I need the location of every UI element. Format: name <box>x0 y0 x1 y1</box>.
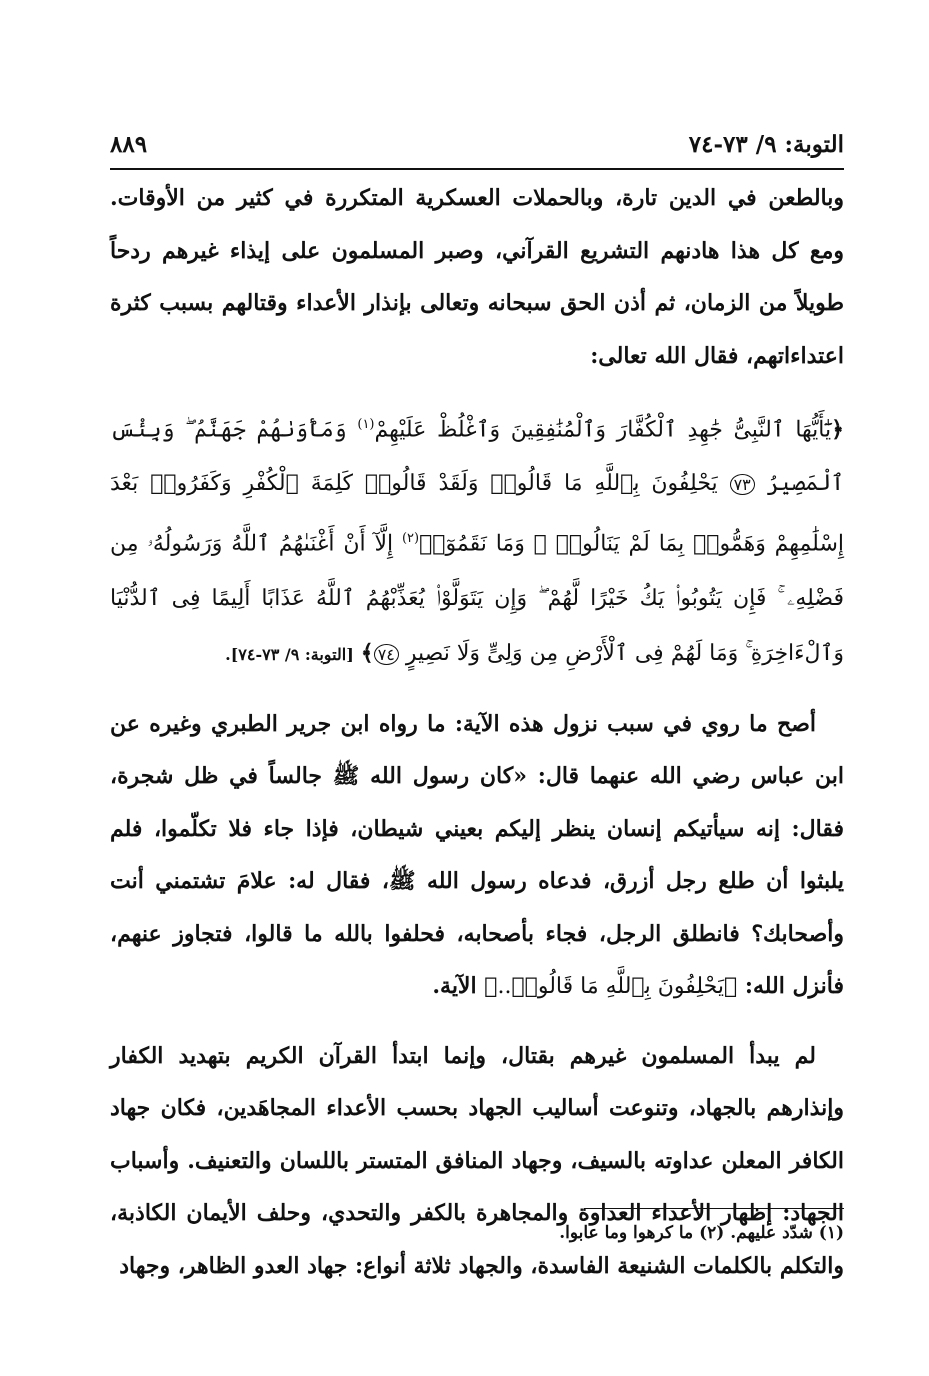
header-rule <box>110 168 844 170</box>
page-number: ٨٨٩ <box>110 130 148 158</box>
intro-paragraph: وبالطعن في الدين تارة، وبالحملات العسكرية المتكررة في كثير من الأوقات. ومع كل هذا هادنهم التشريع القرآني، وصبر المسلمون على إيذاء غيرهم ردحاً طويلاً من الزمان، ثم أذن الحق سبحانه وتعالى بإنذار الأعداء وقتالهم بسبب كثرة اعتداءاتهم، فقال الله تعالى: <box>110 185 844 369</box>
verse-text-1: يَٰٓأَيُّهَا ٱلنَّبِىُّ جَٰهِدِ ٱلْكُفَّارَ وَٱلْمُنَٰفِقِينَ وَٱغْلُظْ عَلَيْهِمْ <box>374 417 832 443</box>
verse-text-3: يَحْلِفُونَ بِٱللَّهِ مَا قَالُوا۟ وَلَقَدْ قَالُوا۟ كَلِمَةَ ٱلْكُفْرِ وَكَفَرُوا۟ بَعْدَ إِسْلَٰمِهِمْ وَهَمُّوا۟ بِمَا لَمْ يَنَالُوا۟ ۚ وَمَا نَقَمُوٓا۟ <box>110 471 844 557</box>
ayah-number-73: ٧٣ <box>730 474 755 495</box>
quran-verse <box>110 398 844 682</box>
footnote-ref-2: (٢) <box>401 531 420 547</box>
asbab-paragraph <box>110 698 844 1014</box>
verse-close-bracket: ﴾ <box>360 639 374 666</box>
footnote-rule <box>584 1208 844 1209</box>
verse-open-bracket: ﴿ <box>831 416 845 443</box>
asbab-quote: ﴿يَحْلِفُونَ بِٱللَّهِ مَا قَالُوا۟..﴾ <box>484 974 738 1000</box>
page-header <box>110 120 844 168</box>
footnotes: (١) شدّد عليهم. (٢) ما كرهوا وما عابوا. <box>559 1223 844 1243</box>
verse-text-4: إِلَّآ أَنْ أَغْنَىٰهُمُ ٱللَّهُ وَرَسُولُهُۥ مِن فَضْلِهِۦ ۚ فَإِن يَتُوبُوا۟ يَكُ خَيْرًا لَّهُمْ ۖ وَإِن يَتَوَلَّوْا۟ يُعَذِّبْهُمُ ٱللَّهُ عَذَابًا أَلِيمًا فِى ٱلدُّنْيَا وَٱلْءَاخِرَةِ ۚ وَمَا لَهُمْ فِى ٱلْأَرْضِ مِن وَلِىٍّ وَلَا نَصِيرٍ <box>110 531 844 666</box>
verse-text-2: وَمَأْوَىٰهُمْ جَهَنَّمُ ۖ وَبِئْسَ ٱلْمَصِيرُ <box>110 417 844 497</box>
running-title: التوبة: ٩/ ٧٣-٧٤ <box>688 130 844 158</box>
main-text <box>110 172 844 1308</box>
ayah-number-74: ٧٤ <box>374 644 399 665</box>
footnote-ref-1: (١) <box>357 417 375 432</box>
jihad-paragraph: لم يبدأ المسلمون غيرهم بقتال، وإنما ابتدأ القرآن الكريم بتهديد الكفار وإنذارهم بالجهاد، وتنوعت أساليب الجهاد بحسب الأعداء المجاهَدين، فكان جهاد الكافر المعلن عداوته بالسيف، وجهاد المنافق المتستر باللسان والتعنيف. وأسباب الجهاد: إظهار الأعداء العداوة والمجاهرة بالكفر والتحدي، وحلف الأيمان الكاذبة، والتكلم بالكلمات الشنيعة الفاسدة، والجهاد ثلاثة أنواع: جهاد العدو الظاهر، وجهاد <box>110 1042 844 1279</box>
asbab-tail: الآية. <box>432 973 485 1000</box>
verse-reference: [التوبة: ٩/ ٧٣-٧٤]. <box>225 644 354 664</box>
asbab-text: أصح ما روي في سبب نزول هذه الآية: ما رواه ابن جرير الطبري وغيره عن ابن عباس رضي الله عنهما قال: «كان رسول الله ﷺ جالساً في ظل شجرة، فقال: إنه سيأتيكم إنسان ينظر إليكم بعيني شيطان، فإذا جاء فلا تكلّموا، فلم يلبثوا أن طلع رجل أزرق، فدعاه رسول الله ﷺ، فقال له: علامَ تشتمني أنت وأصحابك؟ فانطلق الرجل، فجاء بأصحابه، فحلفوا بالله ما قالوا، فتجاوز عنهم، فأنزل الله: <box>110 710 844 1000</box>
